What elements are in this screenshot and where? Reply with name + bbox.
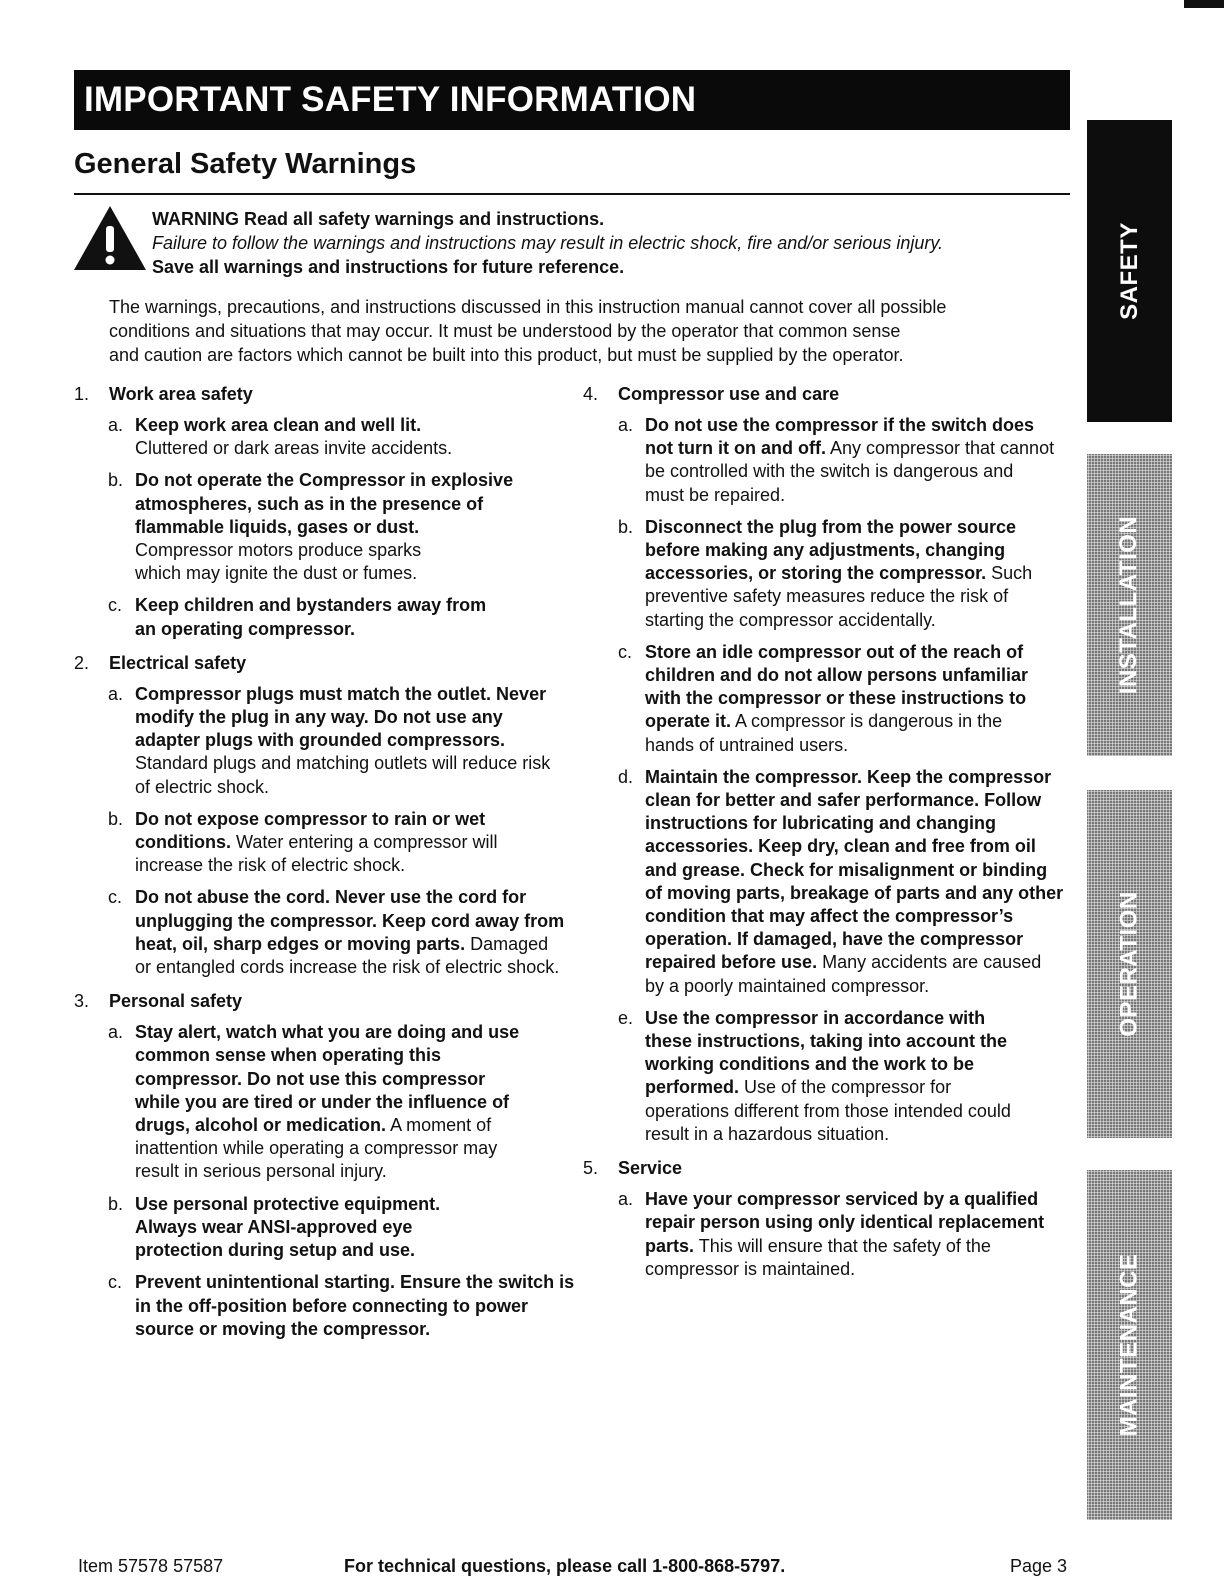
list-item (580, 1007, 1020, 1146)
item-text: Many accidents are caused by a poorly maintained compressor. (645, 952, 1042, 996)
item-letter: a. (618, 415, 634, 435)
intro-paragraph (109, 295, 1039, 367)
list-item (74, 1021, 535, 1183)
warning-triangle-icon (72, 204, 148, 272)
tab-maintenance[interactable] (1087, 1170, 1172, 1520)
item-bold-text: Prevent unintentional starting. Ensure the switch is in the off-position before connecting to power source or moving the compressor. (135, 1272, 575, 1339)
section-number: 2. (74, 652, 90, 673)
section-heading: Work area safety (109, 384, 253, 404)
footer-tech-support: For technical questions, please call 1-800-868-5797. (344, 1556, 786, 1576)
left-column (74, 381, 574, 1350)
item-bold-text: Do not abuse the cord. Never use the cord for unplugging the compressor. Keep cord away from heat, oil, sharp edges or moving parts. (135, 887, 565, 954)
warning-line-2: Failure to follow the warnings and instructions may result in electric shock, fire and/or serious injury. (152, 233, 944, 253)
list-item (580, 516, 1045, 632)
item-bold-text: Use the compressor in accordance with these instructions, taking into account the working conditions and the work to be performed. (645, 1007, 1008, 1098)
section-service (580, 1155, 1070, 1281)
item-text: Standard plugs and matching outlets will reduce risk of electric shock. (135, 753, 551, 797)
item-text: Use of the compressor for operations different from those intended could result in a hazardous situation. (645, 1077, 1011, 1144)
item-letter: c. (618, 641, 633, 662)
item-text: Damaged or entangled cords increase the risk of electric shock. (135, 933, 560, 978)
item-letter: c. (108, 1272, 123, 1293)
tab-installation-label: INSTALLATION (1115, 515, 1143, 695)
right-column (580, 381, 1070, 1290)
item-letter: d. (618, 766, 634, 787)
item-letter: a. (618, 1189, 634, 1210)
item-text: Compressor motors produce sparks which may ignite the dust or fumes. (135, 540, 422, 584)
item-bold-text: Keep work area clean and well lit. (135, 415, 422, 435)
item-bold-text: Compressor plugs must match the outlet. Never modify the plug in any way. Do not use any adapter plugs with grounded compressors. (135, 683, 547, 751)
list-item (74, 414, 555, 460)
item-letter: a. (108, 415, 124, 435)
list-item (74, 683, 565, 799)
section-number: 5. (583, 1158, 599, 1179)
item-text: Cluttered or dark areas invite accidents. (135, 438, 453, 459)
item-text: Water entering a compressor will increase the risk of electric shock. (135, 832, 498, 876)
footer-page-number: Page 3 (1010, 1556, 1068, 1576)
item-bold-text: Do not operate the Compressor in explosive atmospheres, such as in the presence of flammable liquids, gases or dust. (135, 470, 514, 537)
item-bold-text: Maintain the compressor. Keep the compressor clean for better and safer performance. Follow instructions for lubricating and changing accessories. Keep dry, clean and free from oil and grease. Check for misalignment or binding of moving parts, breakage of parts and any other condition that may affect the compressor’s operation. If damaged, have the compressor repaired before use. (645, 766, 1064, 973)
section-number: 4. (583, 384, 599, 404)
list-item (580, 414, 1055, 507)
item-bold-text: Store an idle compressor out of the reach of children and do not allow persons unfamiliar with the compressor or these instructions to operate it. (645, 641, 1029, 732)
list-item (580, 641, 1035, 757)
page-banner: IMPORTANT SAFETY INFORMATION (74, 70, 1070, 130)
divider (74, 193, 1070, 195)
section-heading: Service (618, 1158, 683, 1179)
list-item (74, 1271, 575, 1341)
warning-block (152, 207, 943, 279)
warning-line-3: Save all warnings and instructions for future reference. (152, 257, 625, 277)
section-compressor-use-and-care (580, 381, 1070, 1146)
item-letter: b. (108, 470, 124, 491)
item-letter: b. (108, 808, 124, 829)
corner-mark (1184, 0, 1224, 8)
section-heading: Electrical safety (109, 652, 247, 673)
list-item (74, 469, 560, 585)
warning-line-1: WARNING Read all safety warnings and instructions. (152, 209, 605, 229)
intro-line-3: and caution are factors which cannot be built into this product, but must be supplied by the operator. (109, 345, 904, 365)
section-heading: Personal safety (109, 991, 243, 1012)
section-electrical-safety (74, 650, 574, 979)
list-item (580, 1188, 1050, 1281)
tab-operation[interactable] (1087, 790, 1172, 1138)
section-number: 3. (74, 991, 90, 1012)
list-item (74, 886, 565, 979)
item-text: A compressor is dangerous in the hands of untrained users. (645, 711, 1003, 755)
item-bold-text: Disconnect the plug from the power source before making any adjustments, changing accessories, or storing the compressor. (645, 516, 1017, 584)
section-title: General Safety Warnings (74, 148, 417, 180)
tab-maintenance-label: MAINTENANCE (1115, 1253, 1143, 1437)
list-item (580, 766, 1065, 998)
list-item (74, 1193, 495, 1263)
intro-line-2: conditions and situations that may occur. It must be understood by the operator that common sense (109, 321, 901, 341)
item-bold-text: Do not use the compressor if the switch does not turn it on and off. (645, 415, 1035, 459)
intro-line-1: The warnings, precautions, and instructions discussed in this instruction manual cannot cover all possible (109, 297, 947, 317)
tab-safety[interactable] (1087, 120, 1172, 422)
item-text: Any compressor that cannot be controlled with the switch is dangerous and must be repaired. (645, 438, 1055, 505)
item-letter: b. (618, 516, 634, 537)
item-letter: c. (108, 887, 123, 908)
section-number: 1. (74, 384, 90, 404)
item-bold-text: Have your compressor serviced by a qualified repair person using only identical replacement parts. (645, 1189, 1045, 1256)
tab-operation-label: OPERATION (1115, 891, 1143, 1037)
item-text: A moment of inattention while operating a compressor may result in serious personal injury. (135, 1115, 498, 1182)
tab-installation[interactable] (1087, 454, 1172, 756)
section-personal-safety (74, 988, 574, 1341)
item-bold-text: Keep children and bystanders away from an operating compressor. (135, 595, 487, 639)
item-letter: b. (108, 1193, 124, 1214)
tab-safety-label: SAFETY (1115, 222, 1143, 320)
item-letter: a. (108, 683, 124, 704)
item-letter: c. (108, 595, 123, 616)
footer-item-number: Item 57578 57587 (78, 1556, 224, 1576)
item-text: This will ensure that the safety of the compressor is maintained. (645, 1235, 991, 1279)
item-letter: a. (108, 1022, 124, 1043)
item-bold-text: Use personal protective equipment. Always wear ANSI-approved eye protection during setup and use. (135, 1193, 441, 1261)
item-bold-text: Do not expose compressor to rain or wet conditions. (135, 808, 486, 853)
item-bold-text: Stay alert, watch what you are doing and use common sense when operating this compressor. Do not use this compressor while you are tired or under the influence of drugs, alcohol or medication. (135, 1022, 520, 1136)
section-work-area-safety (74, 381, 574, 641)
section-heading: Compressor use and care (618, 384, 840, 404)
item-letter: e. (618, 1007, 634, 1028)
list-item (74, 808, 525, 878)
item-text: Such preventive safety measures reduce the risk of starting the compressor accidentally. (645, 563, 1033, 630)
list-item (74, 594, 495, 640)
